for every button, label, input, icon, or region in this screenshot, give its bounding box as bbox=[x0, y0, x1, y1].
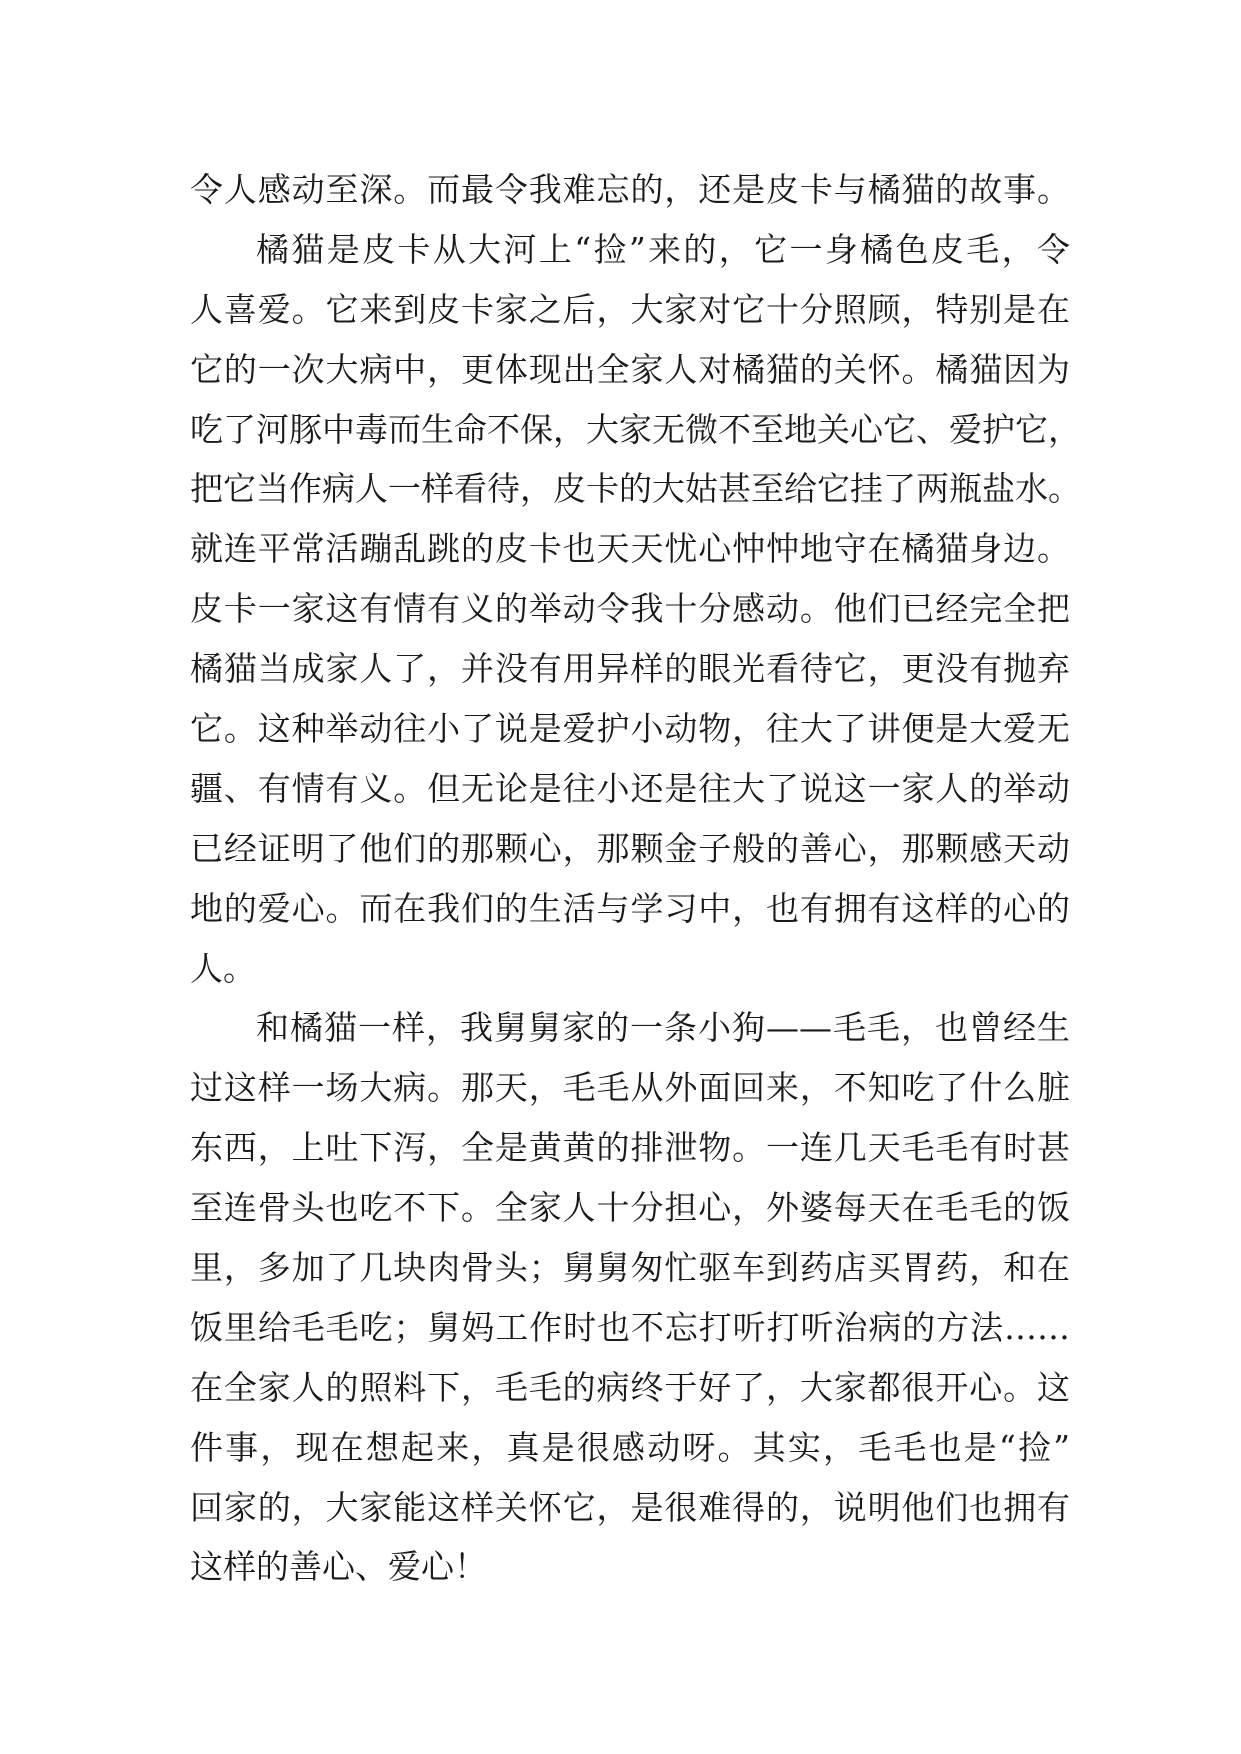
text-line: 疆、有情有义。但无论是往小还是往大了说这一家人的举动 bbox=[190, 768, 1070, 808]
paragraph-start-line: 和橘猫一样，我舅舅家的一条小狗——毛毛，也曾经生 bbox=[256, 1008, 1070, 1048]
text-line: 至连骨头也吃不下。全家人十分担心，外婆每天在毛毛的饭 bbox=[190, 1188, 1070, 1228]
paragraph-end-line: 这样的善心、爱心！ bbox=[190, 1547, 487, 1587]
text-line: 地的爱心。而在我们的生活与学习中，也有拥有这样的心的 bbox=[190, 888, 1070, 928]
text-line: 它的一次大病中，更体现出全家人对橘猫的关怀。橘猫因为 bbox=[190, 349, 1070, 389]
text-line: 回家的，大家能这样关怀它，是很难得的，说明他们也拥有 bbox=[190, 1487, 1070, 1527]
text-line: 皮卡一家这有情有义的举动令我十分感动。他们已经完全把 bbox=[190, 589, 1070, 629]
text-line: 里，多加了几块肉骨头；舅舅匆忙驱车到药店买胃药，和在 bbox=[190, 1248, 1070, 1288]
text-line: 件事，现在想起来，真是很感动呀。其实，毛毛也是“捡” bbox=[190, 1427, 1070, 1467]
text-line: 在全家人的照料下，毛毛的病终于好了，大家都很开心。这 bbox=[190, 1367, 1070, 1407]
paragraph-end-line: 人。 bbox=[190, 948, 256, 988]
body-text bbox=[190, 160, 1081, 1597]
text-line: 就连平常活蹦乱跳的皮卡也天天忧心忡忡地守在橘猫身边。 bbox=[190, 529, 1070, 569]
text-line: 把它当作病人一样看待，皮卡的大姑甚至给它挂了两瓶盐水。 bbox=[190, 469, 1081, 509]
text-line: 它。这种举动往小了说是爱护小动物，往大了讲便是大爱无 bbox=[190, 709, 1070, 749]
text-line: 已经证明了他们的那颗心，那颗金子般的善心，那颗感天动 bbox=[190, 828, 1070, 868]
text-line: 令人感动至深。而最令我难忘的，还是皮卡与橘猫的故事。 bbox=[190, 170, 1070, 209]
text-line: 人喜爱。它来到皮卡家之后，大家对它十分照顾，特别是在 bbox=[190, 289, 1070, 329]
text-line: 吃了河豚中毒而生命不保，大家无微不至地关心它、爱护它， bbox=[190, 409, 1081, 449]
text-line: 饭里给毛毛吃；舅妈工作时也不忘打听打听治病的方法…… bbox=[190, 1307, 1070, 1347]
text-line: 东西，上吐下泻，全是黄黄的排泄物。一连几天毛毛有时甚 bbox=[190, 1128, 1070, 1168]
text-line: 橘猫当成家人了，并没有用异样的眼光看待它，更没有抛弃 bbox=[190, 649, 1070, 689]
paragraph-start-line: 橘猫是皮卡从大河上“捡”来的，它一身橘色皮毛，令 bbox=[256, 229, 1070, 269]
text-line: 过这样一场大病。那天，毛毛从外面回来，不知吃了什么脏 bbox=[190, 1068, 1070, 1108]
